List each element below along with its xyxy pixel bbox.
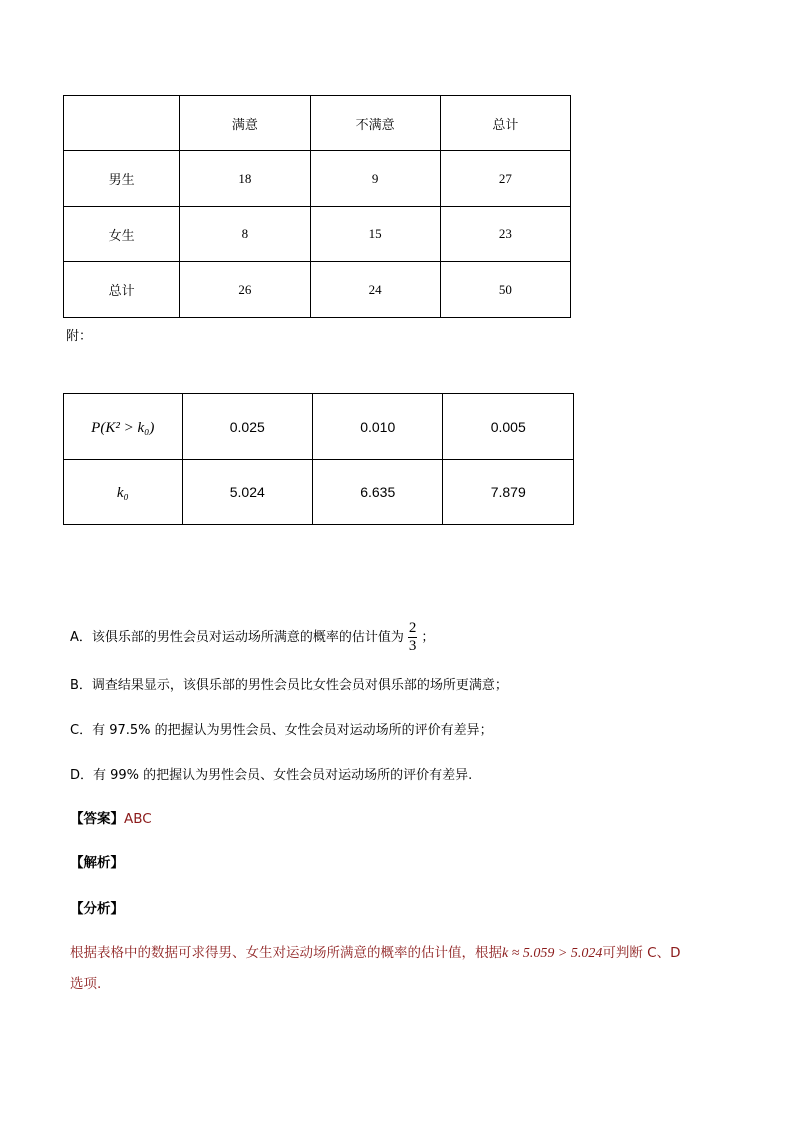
- table-cell: 24: [310, 262, 440, 318]
- table-cell: 15: [310, 207, 440, 262]
- row-label: 女生: [64, 207, 180, 262]
- table-cell: 0.005: [443, 394, 574, 460]
- row-label: 总计: [64, 262, 180, 318]
- table-cell: 6.635: [313, 460, 443, 525]
- appendix-label: 附：: [66, 329, 93, 344]
- table-row: [64, 262, 571, 318]
- option-a-end: ；: [421, 630, 435, 645]
- table-cell: 23: [440, 207, 570, 262]
- analysis-tag: 【解析】: [70, 855, 124, 871]
- analysis-formula: k ≈ 5.059 > 5.024: [502, 946, 603, 961]
- table-cell: 26: [180, 262, 310, 318]
- option-a-text: A．该俱乐部的男性会员对运动场所满意的概率的估计值为: [70, 630, 404, 645]
- table-row: [64, 151, 571, 207]
- header-cell-unsatisfied: 不满意: [310, 96, 440, 151]
- fraction: [408, 620, 418, 655]
- row-label: 男生: [64, 151, 180, 207]
- table-cell: 0.025: [182, 394, 312, 460]
- table-cell: 9: [310, 151, 440, 207]
- table-cell: 18: [180, 151, 310, 207]
- fraction-numerator: 2: [408, 620, 417, 636]
- option-a: [70, 618, 434, 658]
- table-row: [64, 460, 574, 525]
- analysis-text-end: 可判断 C、D: [602, 945, 681, 961]
- header-cell-total: 总计: [440, 96, 570, 151]
- table-cell: 5.024: [182, 460, 312, 525]
- table-cell: 50: [440, 262, 570, 318]
- option-d: D．有 99% 的把握认为男性会员、女性会员对运动场所的评价有差异.: [70, 768, 473, 783]
- k0-formula: k₀: [116, 485, 129, 501]
- answer-value: ABC: [124, 811, 152, 827]
- k0-label-cell: [64, 460, 183, 525]
- option-b: B．调查结果显示，该俱乐部的男性会员比女性会员对俱乐部的场所更满意；: [70, 678, 508, 693]
- table-cell: 7.879: [443, 460, 574, 525]
- fraction-denominator: 3: [408, 638, 417, 654]
- answer-line: [70, 808, 152, 830]
- critical-value-table: [63, 393, 574, 525]
- probability-label-cell: [64, 394, 183, 460]
- table-cell: 0.010: [313, 394, 443, 460]
- header-cell-empty: [64, 96, 180, 151]
- answer-tag: 【答案】: [70, 811, 124, 827]
- header-cell-satisfied: 满意: [180, 96, 310, 151]
- analysis-line-2: 选项.: [70, 976, 102, 992]
- table-row: [64, 394, 574, 460]
- probability-formula: P(K² > k₀): [91, 419, 155, 436]
- satisfaction-table: [63, 95, 571, 318]
- table-cell: 27: [440, 151, 570, 207]
- table-header-row: [64, 96, 571, 151]
- analysis-paragraph: [70, 938, 730, 999]
- option-c: C．有 97.5% 的把握认为男性会员、女性会员对运动场所的评价有差异；: [70, 723, 493, 738]
- table-cell: 8: [180, 207, 310, 262]
- analysis-text: 根据表格中的数据可求得男、女生对运动场所满意的概率的估计值，根据: [70, 945, 502, 961]
- analysis-line-1: [70, 938, 730, 969]
- table-row: [64, 207, 571, 262]
- fenxi-tag: 【分析】: [70, 901, 124, 917]
